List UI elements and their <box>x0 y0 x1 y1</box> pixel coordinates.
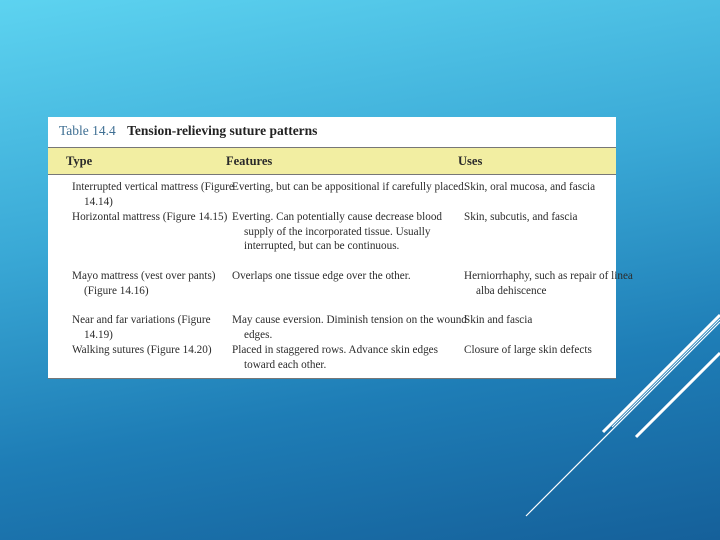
decorative-line <box>636 353 720 437</box>
cell-type: Interrupted vertical mattress (Figure 14.14) <box>72 181 234 208</box>
decorative-line <box>603 315 720 432</box>
table-title: Tension-relieving suture patterns <box>127 123 318 138</box>
decorative-line <box>612 319 720 427</box>
cell-uses: Herniorrhaphy, such as repair of linea alba dehiscence <box>464 270 633 297</box>
cell-uses: Skin, oral mucosa, and fascia <box>464 181 596 193</box>
cell-type: Mayo mattress (vest over pants) (Figure 14.16) <box>72 270 216 297</box>
cell-features: Overlaps one tissue edge over the other. <box>232 270 411 282</box>
decorative-line <box>526 322 720 516</box>
column-header-type: Type <box>66 154 93 168</box>
column-header-uses: Uses <box>458 154 483 168</box>
column-header-features: Features <box>226 154 273 168</box>
cell-features: Everting. Can potentially cause decrease blood supply of the incorporated tissue. Usually interrupted, but can be continuous. <box>232 211 443 253</box>
cell-uses: Skin and fascia <box>464 314 533 326</box>
table-number: Table 14.4 <box>59 123 116 138</box>
cell-type: Walking sutures (Figure 14.20) <box>72 344 212 356</box>
cell-uses: Skin, subcutis, and fascia <box>464 211 578 223</box>
cell-type: Horizontal mattress (Figure 14.15) <box>72 211 228 223</box>
cell-features: Placed in staggered rows. Advance skin edges toward each other. <box>232 344 438 371</box>
cell-type: Near and far variations (Figure 14.19) <box>72 314 211 341</box>
cell-features: May cause eversion. Diminish tension on the wound edges. <box>232 314 467 341</box>
cell-uses: Closure of large skin defects <box>464 344 592 356</box>
cell-features: Everting, but can be appositional if carefully placed. <box>232 181 467 193</box>
